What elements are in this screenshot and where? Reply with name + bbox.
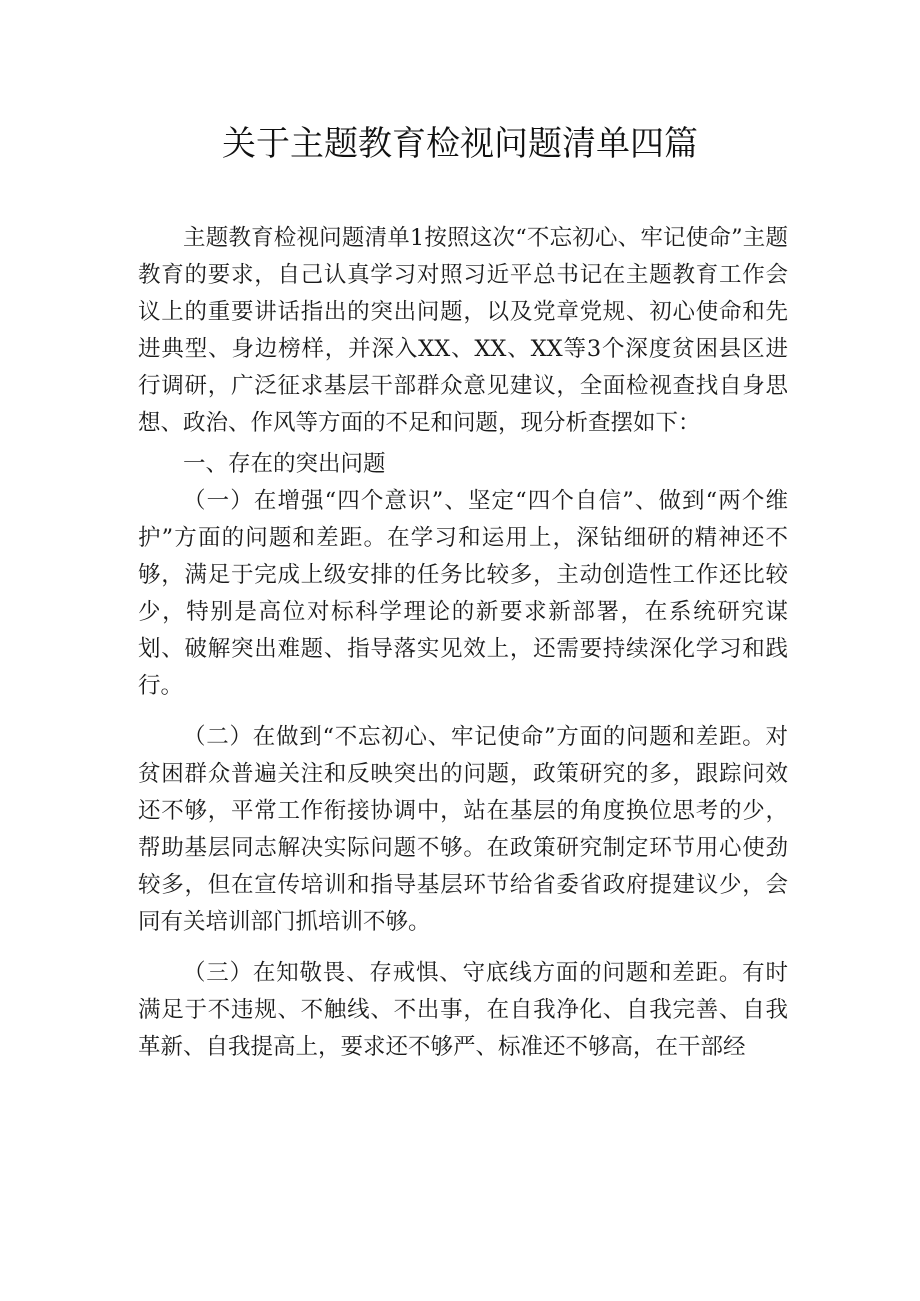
document-title: 关于主题教育检视问题清单四篇 xyxy=(222,124,698,164)
paragraph-item-1: （一）在增强“四个意识”、坚定“四个自信”、做到“两个维护”方面的问题和差距。在学习和运用上，深钻细研的精神还不够，满足于完成上级安排的任务比较多，主动创造性工作还比较少，特别是高位对标科学理论的新要求新部署，在系统研究谋划、破解突出难题、指导落实见效上，还需要持续深化学习和践行。 xyxy=(138,488,788,699)
document-body xyxy=(138,220,788,1066)
section-heading: 一、存在的突出问题 xyxy=(183,451,386,477)
intro-paragraph: 主题教育检视问题清单1按照这次“不忘初心、牢记使命”主题教育的要求，自己认真学习对照习近平总书记在主题教育工作会议上的重要讲话指出的突出问题，以及党章党规、初心使命和先进典型、身边榜样，并深入XX、XX、XX等3个深度贫困县区进行调研，广泛征求基层干部群众意见建议，全面检视查找自身思想、政治、作风等方面的不足和问题，现分析查摆如下： xyxy=(138,225,788,436)
paragraph-item-3: （三）在知敬畏、存戒惧、守底线方面的问题和差距。有时满足于不违规、不触线、不出事，在自我净化、自我完善、自我革新、自我提高上，要求还不够严、标准还不够高，在干部经 xyxy=(138,960,788,1060)
paragraph-item-2: （二）在做到“不忘初心、牢记使命”方面的问题和差距。对贫困群众普遍关注和反映突出的问题，政策研究的多，跟踪问效还不够，平常工作衔接协调中，站在基层的角度换位思考的少，帮助基层同志解决实际问题不够。在政策研究制定环节用心使劲较多，但在宣传培训和指导基层环节给省委省政府提建议少，会同有关培训部门抓培训不够。 xyxy=(138,724,788,935)
